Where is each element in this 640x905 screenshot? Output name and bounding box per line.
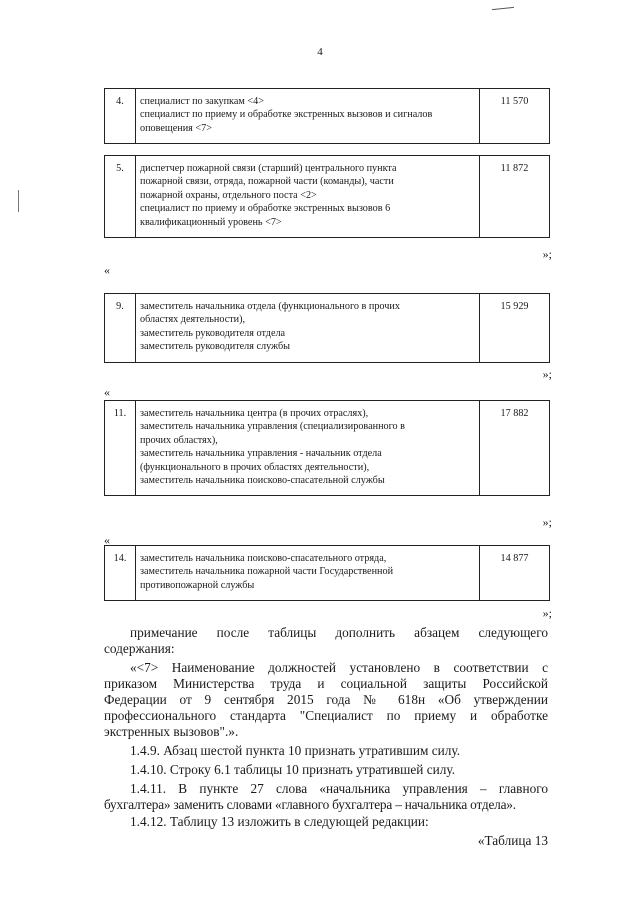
table-row-9 <box>104 293 550 363</box>
paragraph-1-4-10: 1.4.10. Строку 6.1 таблицы 10 признать утратившей силу. <box>130 762 456 777</box>
row-value: 11 570 <box>480 89 550 144</box>
quote-line-3: Федерации от 9 сентября 2015 года № 618н «Об утверждении <box>104 692 548 707</box>
desc-line: пожарной связи, отряда, пожарной части (команды), части <box>140 176 394 188</box>
desc-line: заместитель начальника управления - начальник отдела <box>140 448 382 460</box>
desc-line: заместитель начальника поисково-спасательной службы <box>140 475 385 487</box>
row-value: 14 877 <box>480 546 550 601</box>
desc-line: областях деятельности), <box>140 314 246 326</box>
opening-quote: « <box>104 385 110 399</box>
table-row-14 <box>104 545 550 601</box>
desc-line: заместитель руководителя службы <box>140 341 290 353</box>
table-row-11 <box>104 400 550 496</box>
desc-line: противопожарной службы <box>140 579 255 591</box>
desc-line: диспетчер пожарной связи (старший) центрального пункта <box>140 163 397 174</box>
desc-line: заместитель начальника центра (в прочих отраслях), <box>140 408 369 419</box>
desc-line: прочих областях), <box>140 434 218 446</box>
row-description <box>136 156 480 238</box>
row-value: 15 929 <box>480 294 550 363</box>
row-value: 11 872 <box>480 156 550 238</box>
page-number: 4 <box>317 46 323 58</box>
desc-line: (функционального в прочих областях деятельности), <box>140 461 370 473</box>
desc-line: заместитель начальника пожарной части Государственной <box>140 566 394 578</box>
row-description <box>136 89 480 144</box>
row-value: 17 882 <box>480 401 550 496</box>
scan-artifact-line <box>18 190 19 212</box>
desc-line: квалификационный уровень <7> <box>140 216 282 228</box>
row-description <box>136 546 480 601</box>
closing-quote: »; <box>542 367 552 381</box>
row-number: 4. <box>105 89 136 144</box>
closing-quote: »; <box>542 247 552 261</box>
paragraph-1-4-12: 1.4.12. Таблицу 13 изложить в следующей редакции: <box>130 814 429 829</box>
desc-line: специалист по приему и обработке экстренных вызовов 6 <box>140 203 391 215</box>
desc-line: заместитель начальника управления (специализированного в <box>140 421 405 433</box>
row-number: 9. <box>105 294 136 363</box>
closing-quote: »; <box>542 606 552 620</box>
opening-quote: « <box>104 533 110 547</box>
desc-line: заместитель начальника отдела (функционального в прочих <box>140 301 400 312</box>
desc-line: заместитель руководителя отдела <box>140 327 286 339</box>
desc-line: пожарной охраны, отдельного поста <2> <box>140 189 317 201</box>
row-description <box>136 294 480 363</box>
quote-line-2: приказом Министерства труда и социальной защиты Российской <box>104 676 548 691</box>
desc-line: оповещения <7> <box>140 122 212 134</box>
quote-line-5: экстренных вызовов".». <box>104 724 239 739</box>
desc-line: специалист по закупкам <4> <box>140 96 264 107</box>
note-line-1: примечание после таблицы дополнить абзацем следующего <box>130 625 548 640</box>
note-line-2: содержания: <box>104 641 175 656</box>
row-number: 14. <box>105 546 136 601</box>
paragraph-1-4-11-line-1: 1.4.11. В пункте 27 слова «начальника управления – главного <box>130 781 548 796</box>
desc-line: заместитель начальника поисково-спасательного отряда, <box>140 553 387 564</box>
row-number: 5. <box>105 156 136 238</box>
opening-quote: « <box>104 263 110 277</box>
scan-mark <box>492 7 514 10</box>
paragraph-1-4-9: 1.4.9. Абзац шестой пункта 10 признать утратившим силу. <box>130 743 461 758</box>
row-number: 11. <box>105 401 136 496</box>
desc-line: специалист по приему и обработке экстренных вызовов и сигналов <box>140 109 433 121</box>
row-description <box>136 401 480 496</box>
table-row-4 <box>104 88 550 144</box>
table-row-5 <box>104 155 550 238</box>
quote-line-1: «<7> Наименование должностей установлено в соответствии с <box>130 660 548 675</box>
quote-line-4: профессионального стандарта "Специалист по приему и обработке <box>104 708 548 723</box>
table-13-caption: «Таблица 13 <box>477 833 548 848</box>
closing-quote: »; <box>542 515 552 529</box>
paragraph-1-4-11-line-2: бухгалтера» заменить словами «главного бухгалтера – начальника отдела». <box>104 797 516 812</box>
